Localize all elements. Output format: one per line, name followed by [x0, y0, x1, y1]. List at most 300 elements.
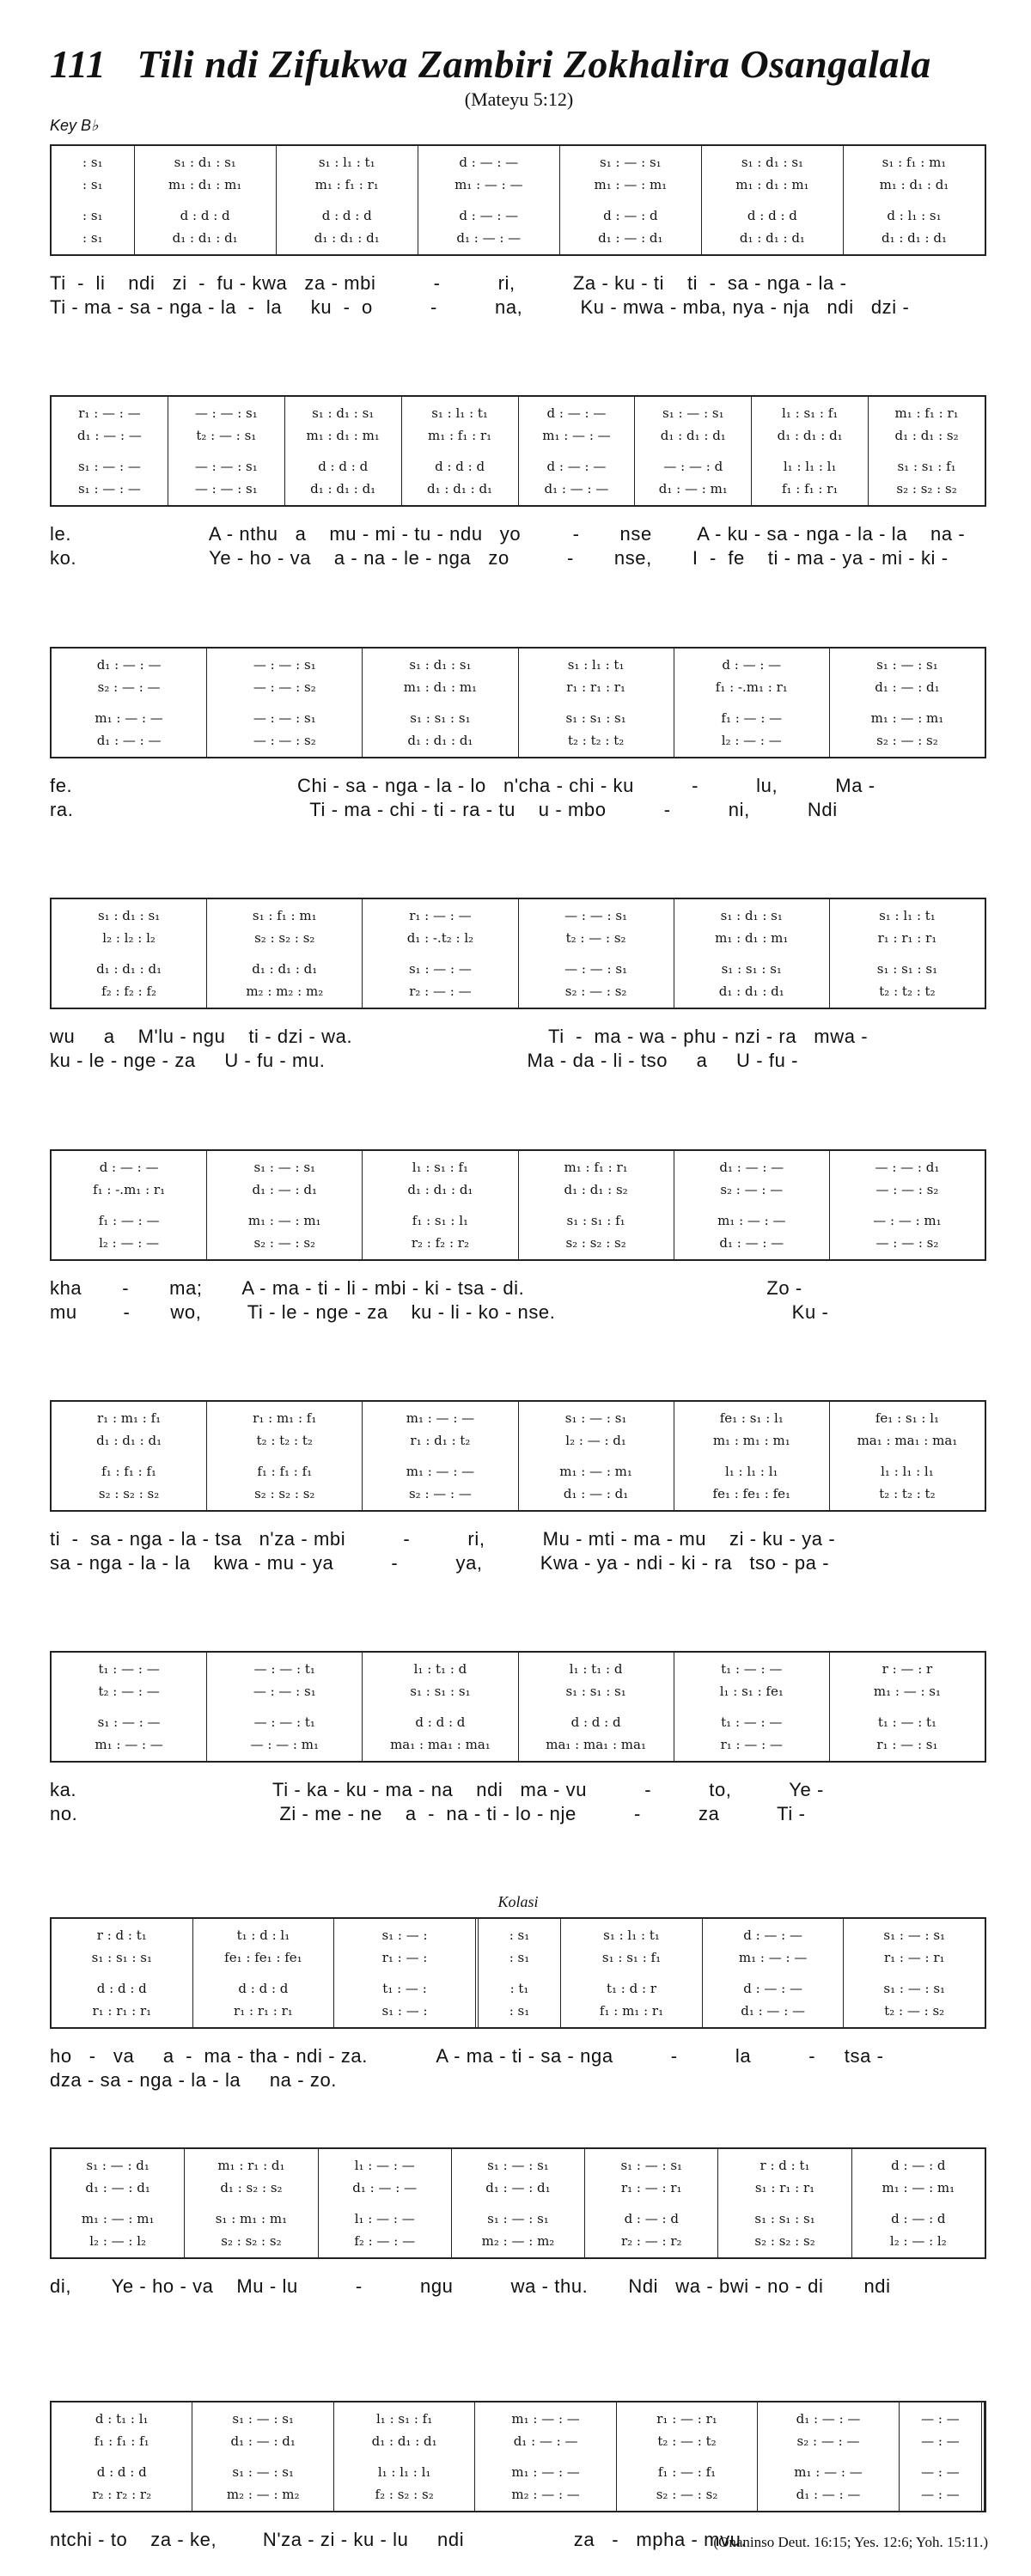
solfa-voice-line: s₁ : — : — [408, 961, 472, 977]
measure [674, 1402, 829, 1510]
solfa-voice-line: s₁ : — : s₁ [620, 2158, 683, 2173]
solfa-voice-line: d : — : d [891, 2158, 946, 2173]
solfa-voice-line: s₁ : l₁ : t₁ [567, 657, 625, 673]
solfa-voice-line: d₁ : d₁ : d₁ [96, 961, 162, 977]
solfa-voice-line: s₁ : — : d₁ [86, 2158, 149, 2173]
measure [52, 1151, 206, 1259]
lyric-line [50, 2299, 986, 2323]
measure [518, 397, 635, 505]
solfa-voice-line: s₁ : l₁ : t₁ [318, 155, 375, 170]
solfa-voice-line: d : d : d [415, 1714, 466, 1730]
measure [518, 1151, 674, 1259]
solfa-voice-line: r₁ : — : — [409, 908, 472, 923]
measure [843, 146, 985, 254]
solfa-voice-line: d₁ : d₁ : s₂ [894, 428, 959, 443]
solfa-voice-line: r₁ : r₁ : r₁ [877, 930, 937, 946]
solfa-voice-line: m₁ : — : — [95, 1737, 163, 1752]
solfa-voice-line: d₁ : — : — [456, 230, 522, 246]
solfa-voice-line: d₁ : — : — [96, 733, 162, 748]
solfa-voice-line: m₁ : d₁ : m₁ [168, 177, 242, 192]
measure [362, 1402, 517, 1510]
solfa-voice-line: s₂ : s₂ : s₂ [565, 1235, 626, 1251]
measure [52, 397, 168, 505]
solfa-voice-line: r₁ : — : — [78, 405, 141, 421]
solfa-voice-line: s₁ : — : s₁ [232, 2411, 294, 2427]
solfa-voice-line: d : — : d [624, 2211, 679, 2226]
solfa-voice-line: m₁ : f₁ : r₁ [894, 405, 959, 421]
solfa-voice-line: d₁ : — : — [719, 1160, 784, 1175]
tonic-solfa-staff [50, 1651, 986, 1763]
solfa-voice-line: m₁ : — : m₁ [81, 2211, 155, 2226]
solfa-voice-line: f₁ : f₁ : f₁ [101, 1464, 157, 1479]
solfa-voice-line: t₁ : d : l₁ [236, 1927, 290, 1943]
solfa-voice-line: s₂ : — : — [97, 679, 161, 695]
measure [674, 1151, 829, 1259]
measure [52, 1653, 206, 1761]
solfa-voice-line: — : — [921, 2411, 960, 2427]
solfa-voice-line: f₂ : — : — [354, 2233, 416, 2249]
solfa-voice-line: f₁ : -.m₁ : r₁ [715, 679, 788, 695]
solfa-voice-line: l₁ : s₁ : f₁ [412, 1160, 469, 1175]
solfa-voice-line: r₂ : — : r₂ [620, 2233, 682, 2249]
solfa-voice-line: d : d : d [321, 208, 372, 223]
solfa-voice-line: — : — : d₁ [875, 1160, 940, 1175]
solfa-voice-line: m₁ : d₁ : m₁ [306, 428, 380, 443]
lyric-line: Ti - li ndi zi - fu - kwa za - mbi - ri, Za - ku - ti ti - sa - nga - la - [50, 272, 847, 294]
lyrics [50, 1276, 986, 1325]
measure [559, 146, 701, 254]
solfa-voice-line: — : — : s₂ [875, 1235, 939, 1251]
solfa-voice-line: d₁ : d₁ : d₁ [172, 230, 238, 246]
solfa-voice-line: m₁ : — : — [95, 710, 163, 726]
measure [206, 1402, 362, 1510]
hymn-title [50, 43, 988, 87]
solfa-voice-line: r₁ : d₁ : t₂ [410, 1433, 471, 1448]
solfa-voice-line: d : — : — [459, 208, 519, 223]
solfa-voice-line: d₁ : s₂ : s₂ [220, 2180, 283, 2195]
solfa-voice-line: d₁ : d₁ : d₁ [739, 230, 805, 246]
solfa-voice-line: l₂ : l₂ : l₂ [102, 930, 156, 946]
solfa-voice-line: t₁ : — : t₁ [877, 1714, 937, 1730]
solfa-voice-line: l₂ : — : l₂ [889, 2233, 947, 2249]
measure [362, 899, 517, 1008]
music-system [50, 1651, 986, 1826]
solfa-voice-line: f₁ : f₁ : f₁ [257, 1464, 313, 1479]
chorus-label: Kolasi [497, 1893, 539, 1910]
solfa-voice-line: s₁ : d₁ : s₁ [312, 405, 375, 421]
hymn-number: 111 [50, 42, 107, 86]
solfa-voice-line: t₂ : t₂ : t₂ [879, 984, 936, 999]
solfa-voice-line: m₁ : — : m₁ [559, 1464, 632, 1479]
solfa-voice-line: r₁ : r₁ : r₁ [234, 2003, 293, 2019]
solfa-voice-line: d : d : d [238, 1981, 289, 1996]
tonic-solfa-staff [50, 144, 986, 256]
music-system [50, 395, 986, 570]
solfa-voice-line: t₁ : d : r [607, 1981, 656, 1996]
measure [584, 2149, 717, 2257]
solfa-voice-line: s₂ : s₂ : s₂ [221, 2233, 282, 2249]
solfa-voice-line: m₂ : — : m₂ [226, 2487, 300, 2502]
solfa-voice-line: l₂ : — : l₂ [89, 2233, 147, 2249]
solfa-voice-line: d : d : d [747, 208, 797, 223]
solfa-voice-line: : s₁ [82, 230, 103, 246]
solfa-voice-line: — : — : t₁ [253, 1661, 315, 1677]
measure [318, 2149, 451, 2257]
music-system [50, 1400, 986, 1575]
solfa-voice-line: ma₁ : ma₁ : ma₁ [546, 1737, 646, 1752]
solfa-voice-line: f₁ : — : — [721, 710, 783, 726]
solfa-voice-line: d₁ : — : d₁ [563, 1486, 629, 1501]
solfa-voice-line: d : d : d [570, 1714, 621, 1730]
solfa-voice-line: m₂ : — : — [511, 2487, 580, 2502]
solfa-voice-line: t₂ : t₂ : t₂ [879, 1486, 936, 1501]
measure [634, 397, 751, 505]
measure [674, 649, 829, 757]
solfa-voice-line: l₁ : s₁ : fe₁ [719, 1684, 784, 1699]
solfa-voice-line: l₁ : t₁ : d [413, 1661, 467, 1677]
measure [475, 1919, 560, 2027]
solfa-voice-line: d₁ : d₁ : d₁ [252, 961, 318, 977]
solfa-voice-line: d : d : d [96, 1981, 147, 1996]
solfa-voice-line: l₁ : s₁ : f₁ [375, 2411, 433, 2427]
measure [518, 649, 674, 757]
lyric-line: dza - sa - nga - la - la na - zo. [50, 2069, 337, 2091]
solfa-voice-line: m₁ : d₁ : m₁ [735, 177, 809, 192]
solfa-voice-line: — : — : t₁ [253, 1714, 315, 1730]
solfa-voice-line: — : — : s₁ [564, 961, 628, 977]
solfa-voice-line: — : — : s₁ [253, 657, 316, 673]
solfa-voice-line: l₂ : — : — [99, 1235, 160, 1251]
music-system [50, 1893, 986, 2092]
solfa-voice-line: m₁ : — : — [794, 2464, 863, 2480]
solfa-voice-line: l₂ : — : d₁ [565, 1433, 626, 1448]
measure [474, 2402, 615, 2511]
measure [206, 899, 362, 1008]
solfa-voice-line: f₁ : — : f₁ [657, 2464, 717, 2480]
solfa-voice-line: f₁ : — : — [98, 1213, 160, 1228]
solfa-voice-line: s₁ : f₁ : m₁ [882, 155, 947, 170]
solfa-voice-line: s₁ : s₁ : s₁ [721, 961, 782, 977]
lyric-line: sa - nga - la - la kwa - mu - ya - ya, Kwa - ya - ndi - ki - ra tso - pa - [50, 1552, 830, 1574]
solfa-voice-line: t₁ : — : — [98, 1661, 160, 1677]
solfa-voice-line: s₁ : s₁ : s₁ [410, 1684, 471, 1699]
solfa-voice-line: m₁ : f₁ : r₁ [564, 1160, 628, 1175]
lyric-line: wu a M'lu - ngu ti - dzi - wa. Ti - ma - wa - phu - nzi - ra mwa - [50, 1026, 869, 1047]
lyric-line: ra. Ti - ma - chi - ti - ra - tu u - mbo - ni, Ndi [50, 799, 838, 820]
solfa-voice-line: d₁ : — : m₁ [658, 481, 728, 496]
solfa-voice-line: l₁ : s₁ : f₁ [782, 405, 839, 421]
solfa-voice-line: r₁ : — : s₁ [876, 1737, 938, 1752]
solfa-voice-line: d : — : — [722, 657, 782, 673]
measure [868, 397, 985, 505]
measure [717, 2149, 851, 2257]
measure [829, 1151, 985, 1259]
key-signature: Key B♭ [50, 117, 99, 134]
tonic-solfa-staff [50, 1400, 986, 1512]
solfa-voice-line: d : d : d [435, 459, 485, 474]
solfa-voice-line: d : — : — [546, 405, 607, 421]
solfa-voice-line: — : — : m₁ [250, 1737, 319, 1752]
solfa-voice-line: s₂ : — : s₂ [564, 984, 627, 999]
solfa-voice-line: : s₁ [82, 208, 103, 223]
tonic-solfa-staff [50, 2147, 986, 2259]
solfa-voice-line: d₁ : — : — [796, 2411, 861, 2427]
solfa-voice-line: — : — : s₁ [253, 710, 316, 726]
solfa-voice-line: m₁ : r₁ : d₁ [217, 2158, 285, 2173]
scripture-reference: (Mateyu 5:12) [464, 88, 574, 110]
solfa-voice-line: m₁ : d₁ : d₁ [879, 177, 949, 192]
measure [206, 1151, 362, 1259]
measure [134, 146, 276, 254]
solfa-voice-line: r₁ : — : — [720, 1737, 783, 1752]
measure [702, 1919, 844, 2027]
solfa-voice-line: m₁ : — : — [542, 428, 611, 443]
measure [757, 2402, 898, 2511]
lyric-line: le. A - nthu a mu - mi - tu - ndu yo - nse A - ku - sa - nga - la - la na - [50, 523, 966, 545]
measure [518, 1402, 674, 1510]
measure [518, 1653, 674, 1761]
lyrics [50, 1527, 986, 1575]
solfa-voice-line: d₁ : d₁ : d₁ [407, 1182, 473, 1197]
measure [333, 1919, 475, 2027]
lyric-line: kha - ma; A - ma - ti - li - mbi - ki - tsa - di. Zo - [50, 1277, 802, 1299]
solfa-voice-line: fe₁ : fe₁ : fe₁ [224, 1950, 302, 1965]
solfa-voice-line: ma₁ : ma₁ : ma₁ [857, 1433, 958, 1448]
solfa-voice-line: d₁ : — : d₁ [252, 1182, 317, 1197]
solfa-voice-line: d₁ : — : d₁ [85, 2180, 150, 2195]
measure [52, 146, 134, 254]
lyric-line: Ti - ma - sa - nga - la - la ku - o - na, Ku - mwa - mba, nya - nja ndi dzi - [50, 296, 910, 318]
measure [192, 1919, 334, 2027]
solfa-voice-line: r₁ : — : r₁ [656, 2411, 717, 2427]
solfa-voice-line: d₁ : d₁ : d₁ [314, 230, 380, 246]
solfa-voice-line: s₁ : d₁ : s₁ [97, 908, 161, 923]
solfa-voice-line: m₁ : — : — [454, 177, 523, 192]
solfa-voice-line: d₁ : — : d₁ [230, 2433, 296, 2449]
measure [206, 649, 362, 757]
measure [451, 2149, 584, 2257]
lyrics [50, 2275, 986, 2323]
music-system [50, 2147, 986, 2323]
solfa-voice-line: s₁ : d₁ : s₁ [741, 155, 804, 170]
solfa-voice-line: — : — : d [663, 459, 723, 474]
measure [674, 899, 829, 1008]
solfa-voice-line: m₁ : — : m₁ [247, 1213, 321, 1228]
lyric-line: no. Zi - me - ne a - na - ti - lo - nje - za Ti - [50, 1803, 806, 1824]
solfa-voice-line: d₁ : d₁ : d₁ [777, 428, 843, 443]
solfa-voice-line: m₂ : — : m₂ [481, 2233, 555, 2249]
solfa-voice-line: d₁ : — : — [96, 657, 162, 673]
solfa-voice-line: d : — : d [891, 2211, 946, 2226]
lyric-line [50, 2552, 986, 2576]
solfa-voice-line: s₁ : — : s₁ [253, 1160, 316, 1175]
solfa-voice-line: fe₁ : fe₁ : fe₁ [712, 1486, 791, 1501]
solfa-voice-line: t₂ : — : t₂ [657, 2433, 717, 2449]
solfa-voice-line: d : — : — [743, 1927, 803, 1943]
solfa-voice-line: d₁ : d₁ : s₂ [564, 1182, 628, 1197]
solfa-voice-line: fe₁ : s₁ : l₁ [875, 1410, 940, 1426]
solfa-voice-line: : s₁ [509, 1927, 530, 1943]
solfa-voice-line: t₂ : t₂ : t₂ [567, 733, 625, 748]
solfa-voice-line: — : — [921, 2433, 960, 2449]
solfa-voice-line: — : — : s₁ [194, 481, 258, 496]
measure [52, 2149, 184, 2257]
tonic-solfa-staff [50, 2401, 986, 2512]
solfa-voice-line: s₁ : — : s₁ [662, 405, 724, 421]
solfa-voice-line: s₁ : — : s₁ [487, 2211, 549, 2226]
lyrics [50, 271, 986, 320]
lyric-line: di, Ye - ho - va Mu - lu - ngu wa - thu. Ndi wa - bwi - no - di ndi [50, 2275, 891, 2297]
solfa-voice-line: l₁ : t₁ : d [569, 1661, 623, 1677]
solfa-voice-line: f₁ : m₁ : r₁ [599, 2003, 664, 2019]
solfa-voice-line: s₂ : s₂ : s₂ [754, 2233, 815, 2249]
tonic-solfa-staff [50, 1149, 986, 1261]
solfa-voice-line: r₁ : — : r₁ [620, 2180, 682, 2195]
solfa-voice-line: r : d : t₁ [96, 1927, 147, 1943]
solfa-voice-line: s₂ : s₂ : s₂ [254, 1486, 315, 1501]
solfa-voice-line: s₁ : — : [381, 1927, 428, 1943]
solfa-voice-line: d₁ : d₁ : d₁ [310, 481, 376, 496]
solfa-voice-line: d : — : — [99, 1160, 159, 1175]
measure [674, 1653, 829, 1761]
solfa-voice-line: l₁ : l₁ : l₁ [724, 1464, 778, 1479]
tonic-solfa-staff [50, 1917, 986, 2029]
solfa-voice-line: m₁ : — : m₁ [870, 710, 944, 726]
tonic-solfa-staff [50, 898, 986, 1009]
measure [829, 899, 985, 1008]
measure [701, 146, 843, 254]
measure [362, 649, 517, 757]
solfa-voice-line: m₁ : — : s₁ [873, 1684, 942, 1699]
solfa-voice-line: l₁ : l₁ : l₁ [783, 459, 837, 474]
measure [184, 2149, 317, 2257]
solfa-voice-line: d₁ : — : — [513, 2433, 578, 2449]
measure [751, 397, 868, 505]
measure [52, 1919, 192, 2027]
solfa-voice-line: d₁ : — : — [719, 1235, 784, 1251]
measure [829, 649, 985, 757]
lyric-line: fe. Chi - sa - nga - la - lo n'cha - chi - ku - lu, Ma - [50, 775, 875, 796]
solfa-voice-line: m₁ : — : — [406, 1464, 475, 1479]
solfa-voice-line: s₁ : s₁ : f₁ [566, 1213, 625, 1228]
solfa-voice-line: d : — : — [546, 459, 607, 474]
solfa-voice-line: r₂ : f₂ : r₂ [411, 1235, 469, 1251]
solfa-voice-line: t₂ : — : s₁ [196, 428, 257, 443]
solfa-voice-line: s₁ : l₁ : t₁ [431, 405, 488, 421]
solfa-voice-line: m₁ : m₁ : m₁ [712, 1433, 790, 1448]
solfa-voice-line: s₁ : — : s₁ [883, 1981, 946, 1996]
solfa-voice-line: s₁ : — : [381, 2003, 428, 2019]
lyrics [50, 1778, 986, 1826]
lyrics [50, 774, 986, 822]
solfa-voice-line: s₂ : s₂ : s₂ [98, 1486, 160, 1501]
solfa-voice-line: s₁ : d₁ : s₁ [409, 657, 472, 673]
music-system [50, 144, 986, 320]
solfa-voice-line: t₁ : — : — [721, 1661, 783, 1677]
lyric-line: ko. Ye - ho - va a - na - le - nga zo - nse, I - fe ti - ma - ya - mi - ki - [50, 547, 949, 569]
solfa-voice-line: f₁ : s₁ : l₁ [412, 1213, 469, 1228]
measure [333, 2402, 474, 2511]
solfa-voice-line: t₂ : — : s₂ [565, 930, 626, 946]
solfa-voice-line: s₁ : — : — [97, 1714, 161, 1730]
solfa-voice-line: m₁ : — : — [717, 1213, 786, 1228]
solfa-voice-line: s₁ : l₁ : t₁ [603, 1927, 660, 1943]
solfa-voice-line: t₂ : — : s₂ [884, 2003, 945, 2019]
solfa-voice-line: f₂ : s₂ : s₂ [375, 2487, 434, 2502]
measure [52, 1402, 206, 1510]
solfa-voice-line: s₂ : — : — [796, 2433, 860, 2449]
music-system [50, 898, 986, 1073]
solfa-voice-line: d₁ : — : — [741, 2003, 806, 2019]
solfa-voice-line: — : — : s₂ [253, 679, 316, 695]
solfa-voice-line: d₁ : d₁ : d₁ [881, 230, 947, 246]
music-system [50, 1149, 986, 1325]
solfa-voice-line: d₁ : d₁ : d₁ [371, 2433, 437, 2449]
solfa-voice-line: s₁ : d₁ : s₁ [720, 908, 783, 923]
solfa-voice-line: l₁ : l₁ : l₁ [377, 2464, 431, 2480]
solfa-voice-line: s₁ : — : s₁ [600, 155, 662, 170]
solfa-voice-line: d₁ : — : d₁ [485, 2180, 551, 2195]
lyric-line: ka. Ti - ka - ku - ma - na ndi ma - vu - to, Ye - [50, 1779, 824, 1800]
solfa-voice-line: s₁ : f₁ : m₁ [252, 908, 317, 923]
measure [843, 1919, 985, 2027]
solfa-voice-line: d : — : — [743, 1981, 803, 1996]
solfa-voice-line: — : — : s₂ [253, 733, 316, 748]
solfa-voice-line: s₁ : — : s₁ [883, 1927, 946, 1943]
measure [276, 146, 418, 254]
solfa-voice-line: r₁ : — : [381, 1950, 428, 1965]
measure [192, 2402, 332, 2511]
solfa-voice-line: d : d : d [96, 2464, 147, 2480]
solfa-voice-line: fe₁ : s₁ : l₁ [719, 1410, 784, 1426]
solfa-voice-line: d₁ : d₁ : d₁ [96, 1433, 162, 1448]
solfa-voice-line: ma₁ : ma₁ : ma₁ [390, 1737, 491, 1752]
solfa-voice-line: m₁ : — : — [738, 1950, 808, 1965]
solfa-voice-line: d₁ : — : d₁ [875, 679, 940, 695]
solfa-voice-line: s₂ : s₂ : s₂ [254, 930, 315, 946]
measure [851, 2149, 985, 2257]
solfa-voice-line: m₁ : f₁ : r₁ [314, 177, 379, 192]
solfa-voice-line: s₁ : — : s₁ [564, 1410, 627, 1426]
solfa-voice-line: d : d : d [318, 459, 369, 474]
solfa-voice-line: s₁ : r₁ : r₁ [754, 2180, 815, 2195]
solfa-voice-line: d : — : d [603, 208, 658, 223]
tonic-solfa-staff [50, 395, 986, 507]
solfa-voice-line: s₁ : s₁ : s₁ [565, 1684, 626, 1699]
lyric-line: ti - sa - nga - la - tsa n'za - mbi - ri, Mu - mti - ma - mu zi - ku - ya - [50, 1528, 836, 1550]
solfa-voice-line: r₁ : m₁ : f₁ [253, 1410, 317, 1426]
solfa-voice-line: d₁ : d₁ : d₁ [718, 984, 784, 999]
solfa-voice-line: : s₁ [82, 177, 103, 192]
lyric-line: ku - le - nge - za U - fu - mu. Ma - da - li - tso a U - fu - [50, 1050, 799, 1071]
solfa-voice-line: f₂ : f₂ : f₂ [101, 984, 157, 999]
measure [829, 1653, 985, 1761]
solfa-voice-line: s₂ : — : s₂ [876, 733, 938, 748]
solfa-voice-line: s₁ : — : — [77, 481, 141, 496]
solfa-voice-line: s₁ : l₁ : t₁ [879, 908, 936, 923]
solfa-voice-line: — : — [921, 2487, 960, 2502]
solfa-voice-line: s₂ : — : s₂ [253, 1235, 316, 1251]
measure [418, 146, 559, 254]
solfa-voice-line: s₁ : d₁ : s₁ [174, 155, 236, 170]
solfa-voice-line: m₁ : — : — [511, 2411, 580, 2427]
solfa-voice-line: — : — : m₁ [873, 1213, 942, 1228]
hymn-title-text: Tili ndi Zifukwa Zambiri Zokhalira Osangalala [137, 42, 931, 86]
solfa-voice-line: r₁ : r₁ : r₁ [566, 679, 625, 695]
lyric-line: ntchi - to za - ke, N'za - zi - ku - lu ndi za - mpha - mvu. [50, 2529, 747, 2550]
solfa-voice-line: s₁ : m₁ : m₁ [215, 2211, 288, 2226]
solfa-voice-line: d₁ : — : — [352, 2180, 418, 2195]
